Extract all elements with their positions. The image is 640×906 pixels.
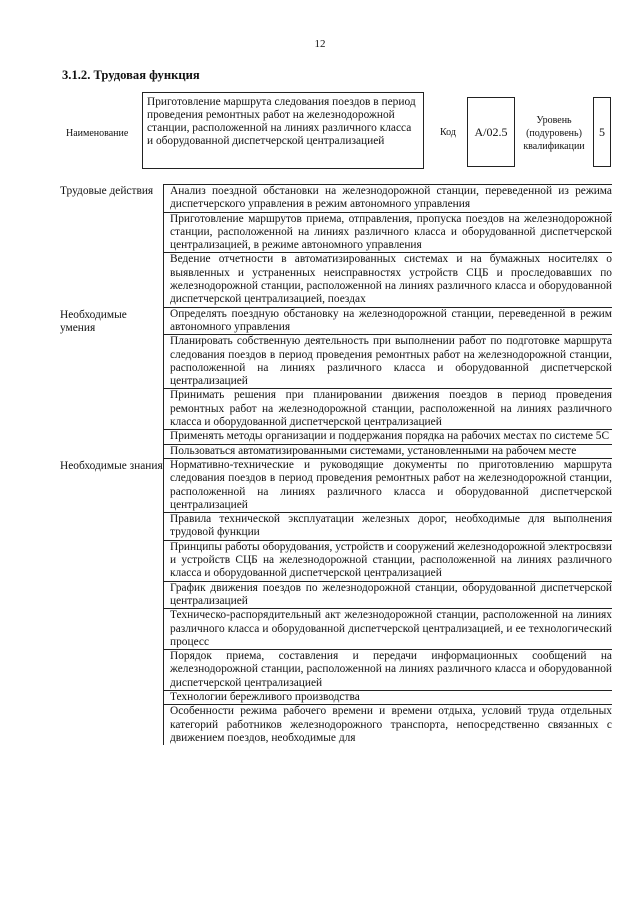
table-row: Ведение отчетности в автоматизированных системах и на бумажных носителях о выявленных и устраненных неисправностях устройств СЦБ и проследовавших по железнодорожной станции, расположенной на линиях различного класса и оборудованной диспетчерской централизацией, поездах (164, 253, 612, 307)
table-row: График движения поездов по железнодорожной станции, оборудованной диспетчерской централизацией (164, 582, 612, 610)
group-items (163, 308, 612, 459)
table-row: Определять поездную обстановку на железнодорожной станции, переведенной в режим автономного управления (164, 308, 612, 336)
group-label: Трудовые действия (60, 185, 154, 197)
group-items (163, 184, 612, 308)
name-label: Наименование (66, 128, 129, 139)
section-title: 3.1.2. Трудовая функция (62, 68, 200, 82)
table-row: Порядок приема, составления и передачи информационных сообщений на железнодорожной станции, расположенной на линиях различного класса и оборудованной диспетчерской централизацией (164, 650, 612, 691)
group-items (163, 459, 612, 745)
table-row: Пользоваться автоматизированными системами, установленными на рабочем месте (164, 445, 612, 459)
group-knowledge (60, 459, 612, 745)
table-row: Приготовление маршрутов приема, отправления, пропуска поездов на железнодорожной станции, расположенной на линиях различного класса и оборудованной диспетчерской централизацией, в режиме автономного управления (164, 213, 612, 254)
table-row: Правила технической эксплуатации железных дорог, необходимые для выполнения трудовой функции (164, 513, 612, 541)
group-label: Необходимые умения (60, 308, 127, 334)
table-row: Анализ поездной обстановки на железнодорожной станции, переведенной из режима диспетчерского управления в режим автономного управления (164, 184, 612, 213)
table-row: Особенности режима рабочего времени и времени отдыха, условий труда отдельных категорий работников железнодорожного транспорта, непосредственно связанных с движением поездов, необходимые для (170, 705, 612, 744)
group-label: Необходимые знания (60, 459, 163, 472)
level-label: Уровень (подуровень) квалификации (523, 115, 585, 152)
table-row: Принципы работы оборудования, устройств и сооружений железнодорожной электросвязи и устройств СЦБ на железнодорожной станции, расположенной на линиях различного класса и оборудованной диспетчерской централизацией (164, 541, 612, 582)
table-row: Технологии бережливого производства (164, 691, 612, 705)
function-name: Приготовление маршрута следования поездов в период проведения ремонтных работ на железнодорожной станции, расположенной на линиях различного класса и оборудованной диспетчерской централизацией (142, 92, 424, 169)
table-row: Техническо-распорядительный акт железнодорожной станции, расположенной на линиях различного класса и оборудованной диспетчерской централизацией, и ее технологический процесс (164, 609, 612, 650)
level-value: 5 (593, 97, 611, 167)
page-number: 12 (314, 38, 326, 50)
table-row: Принимать решения при планировании движения поездов в период проведения ремонтных работ на железнодорожной станции, расположенной на линиях различного класса и оборудованной диспетчерской централизацией (164, 389, 612, 430)
table-row: Применять методы организации и поддержания порядка на рабочих местах по системе 5С (164, 430, 612, 444)
code-label: Код (440, 127, 456, 138)
group-skills (60, 308, 612, 459)
table-row: Нормативно-технические и руководящие документы по приготовлению маршрута следования поездов в период проведения ремонтных работ на железнодорожной станции, расположенной на линиях различного класса и оборудованной диспетчерской централизацией (164, 459, 612, 513)
group-actions (60, 184, 612, 308)
table-row: Планировать собственную деятельность при выполнении работ по подготовке маршрута следования поездов в период проведения ремонтных работ на железнодорожной станции, расположенной на линиях различного класса и оборудованной диспетчерской централизацией (164, 335, 612, 389)
function-table (60, 184, 612, 745)
code-value: A/02.5 (467, 97, 515, 167)
